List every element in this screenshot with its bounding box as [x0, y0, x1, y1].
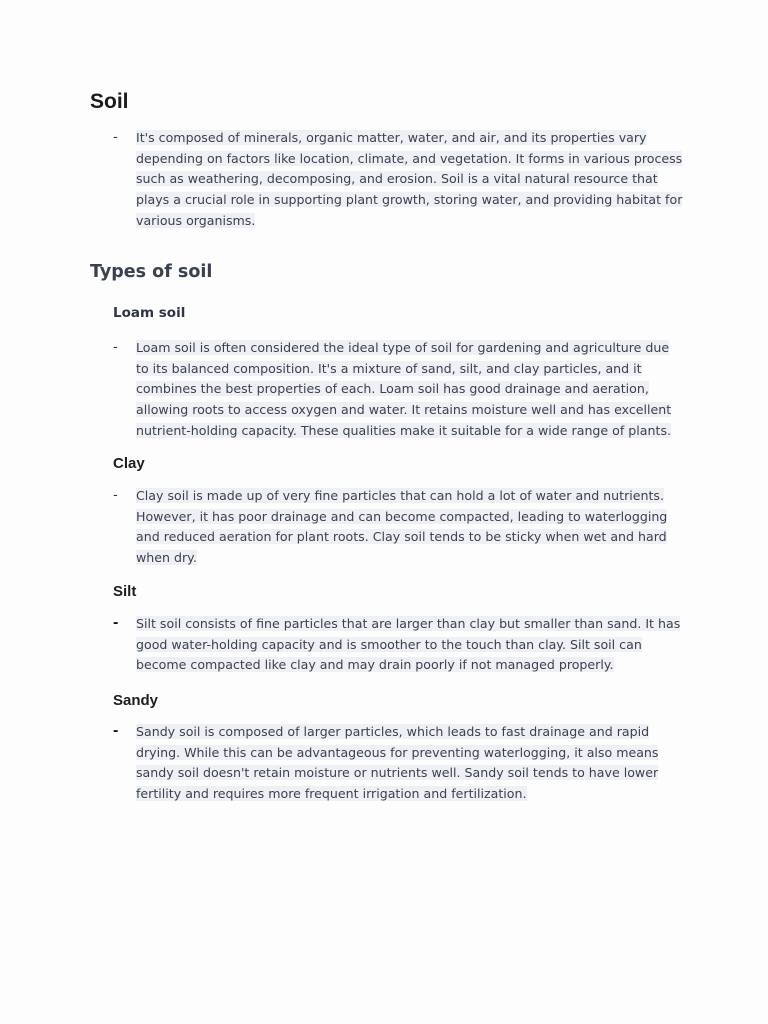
bullet-dash: - [113, 724, 119, 739]
clay-heading: Clay [113, 455, 145, 472]
silt-heading: Silt [113, 583, 137, 600]
bullet-dash: - [113, 340, 118, 355]
silt-paragraph: Silt soil consists of fine particles that are larger than clay but smaller than sand. It has good water-holding capacity and is smoother to the touch than clay. Silt soil can become compacted like clay and may drain poorly if not managed properly. [136, 616, 681, 673]
bullet-dash: - [113, 488, 118, 503]
types-heading: Types of soil [90, 262, 213, 282]
intro-list-item [113, 128, 683, 232]
clay-paragraph: Clay soil is made up of very fine particles that can hold a lot of water and nutrients. However, it has poor drainage and can become compacted, leading to waterlogging and reduced aeration for plant roots. Clay soil tends to be sticky when wet and hard when dry. [136, 488, 668, 566]
sandy-paragraph: Sandy soil is composed of larger particles, which leads to fast drainage and rapid drying. While this can be advantageous for preventing waterlogging, it also means sandy soil doesn't retain moisture or nutrients well. Sandy soil tends to have lower fertility and requires more frequent irrigation and fertilization. [136, 724, 659, 802]
bullet-dash: - [113, 616, 119, 631]
page-title: Soil [90, 90, 129, 113]
intro-paragraph: It's composed of minerals, organic matter, water, and air, and its properties vary depending on factors like location, climate, and vegetation. It forms in various process such as weathering, decomposing, and erosion. Soil is a vital natural resource that plays a crucial role in supporting plant growth, storing water, and providing habitat for various organisms. [136, 130, 683, 228]
sandy-list-item [113, 722, 683, 805]
silt-list-item [113, 614, 683, 676]
sandy-heading: Sandy [113, 692, 159, 709]
bullet-dash: - [113, 130, 118, 145]
loam-heading: Loam soil [113, 305, 186, 321]
loam-paragraph: Loam soil is often considered the ideal type of soil for gardening and agriculture due to its balanced composition. It's a mixture of sand, silt, and clay particles, and it combines the best properties of each. Loam soil has good drainage and aeration, allowing roots to access oxygen and water. It retains moisture well and has excellent nutrient-holding capacity. These qualities make it suitable for a wide range of plants. [136, 340, 672, 438]
loam-list-item [113, 338, 683, 442]
clay-list-item [113, 486, 683, 569]
